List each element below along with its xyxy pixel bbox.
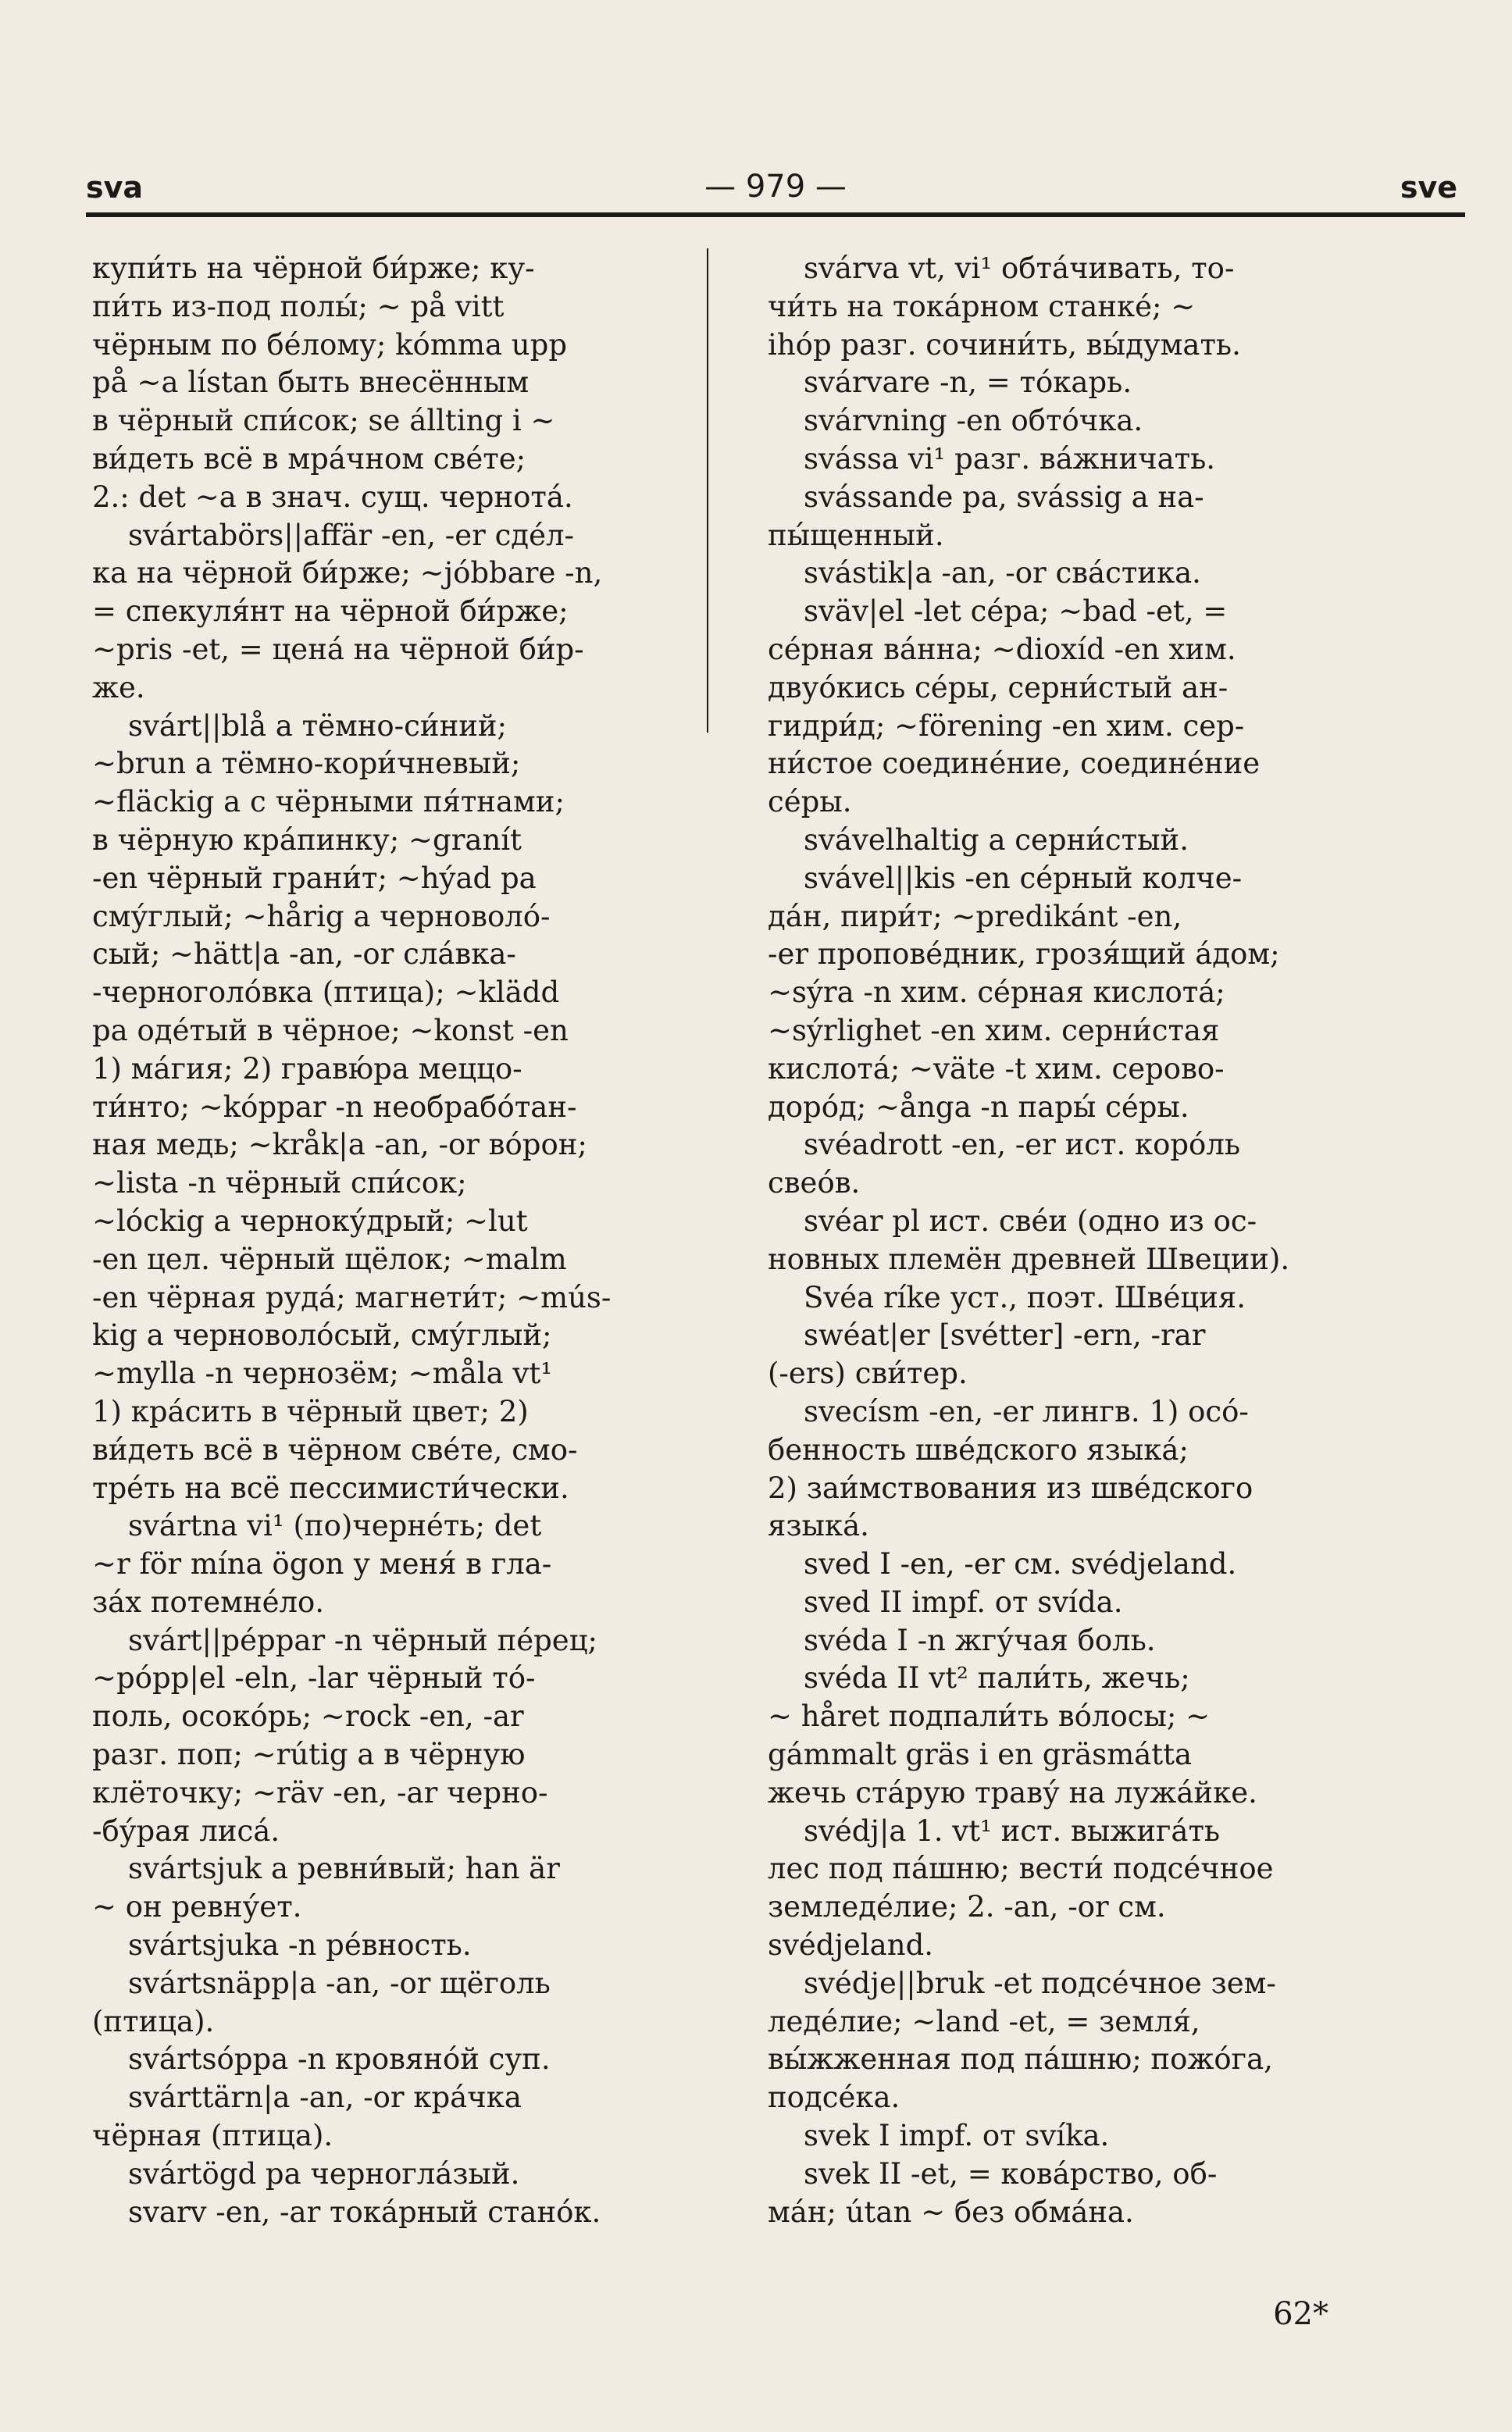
text-line: новных племён древней Швеции). bbox=[768, 1242, 1290, 1276]
text-line: svarv -en, -ar тока́рный стано́к. bbox=[128, 2195, 601, 2229]
text-line: svárttärn|a -an, -or кра́чка bbox=[128, 2081, 522, 2115]
text-line: 1) ма́гия; 2) гравю́ра меццо- bbox=[92, 1051, 522, 1086]
signature-mark: 62* bbox=[1273, 2296, 1328, 2332]
text-line: svéda I -n жгу́чая боль. bbox=[804, 1623, 1156, 1657]
text-line: svávelhaltig a серни́стый. bbox=[804, 822, 1189, 857]
text-line: sved II impf. от svída. bbox=[804, 1585, 1123, 1619]
text-line: svártsjuka -n ре́вность. bbox=[128, 1928, 472, 1963]
text-line: 2.: det ~a в знач. сущ. чернота́. bbox=[92, 480, 573, 514]
text-line: 2) заи́мствования из шве́дского bbox=[768, 1471, 1253, 1505]
text-line: svártögd pa черногла́зый. bbox=[128, 2156, 520, 2191]
text-line: леде́лие; ~land -et, = земля́, bbox=[768, 2004, 1200, 2038]
text-line: чи́ть на тока́рном станке́; ~ bbox=[768, 289, 1196, 323]
text-line: svárt||blå a тёмно-си́ний; bbox=[128, 708, 508, 743]
text-line: svárvare -n, = то́карь. bbox=[804, 366, 1132, 400]
left-column bbox=[92, 250, 698, 2231]
text-line: ~lista -n чёрный спи́сок; bbox=[92, 1166, 467, 1200]
text-line: чёрным по бе́лому; kómma upp bbox=[92, 327, 568, 362]
text-line: svárvning -en обто́чка. bbox=[804, 404, 1143, 438]
header-rule bbox=[86, 212, 1465, 217]
text-line: в чёрный спи́сок; se állting i ~ bbox=[92, 404, 555, 438]
text-line: ~sýrlighet -en хим. серни́стая bbox=[768, 1013, 1220, 1047]
text-line: pa оде́тый в чёрное; ~konst -en bbox=[92, 1013, 569, 1047]
text-line: ~r för mína ögon у меня́ в гла- bbox=[92, 1547, 552, 1582]
text-line: svéda II vt² пали́ть, жечь; bbox=[804, 1661, 1190, 1696]
text-line: гидри́д; ~förening -en хим. сер- bbox=[768, 708, 1245, 743]
text-line: ма́н; útan ~ без обма́на. bbox=[768, 2195, 1134, 2229]
text-line: кислота́; ~väte -t хим. серово- bbox=[768, 1051, 1225, 1086]
text-line: svárt||péppar -n чёрный пе́рец; bbox=[128, 1623, 597, 1657]
text-line: доро́д; ~ånga -n пары́ се́ры. bbox=[768, 1089, 1189, 1124]
text-line: svável||kis -en се́рный колче- bbox=[804, 861, 1243, 895]
text-line: svássa vi¹ разг. ва́жничать. bbox=[804, 441, 1216, 476]
text-line: купи́ть на чёрной би́рже; ку- bbox=[92, 251, 535, 285]
text-line: ти́нто; ~kóppar -n необрабо́тан- bbox=[92, 1089, 577, 1124]
page-header bbox=[86, 164, 1465, 219]
text-line: ви́деть всё в мра́чном све́те; bbox=[92, 441, 526, 476]
text-line: swéat|er [svétter] -ern, -rar bbox=[804, 1318, 1206, 1353]
text-line: ви́деть всё в чёрном све́те, смо- bbox=[92, 1432, 578, 1467]
text-line: двуо́кись се́ры, серни́стый ан- bbox=[768, 670, 1228, 704]
text-line: på ~a lístan быть внесённым bbox=[92, 366, 530, 400]
text-line: svek II -et, = кова́рство, об- bbox=[804, 2156, 1218, 2191]
text-line: 1) кра́сить в чёрный цвет; 2) bbox=[92, 1394, 529, 1428]
text-line: kig a черноволо́сый, сму́глый; bbox=[92, 1318, 552, 1353]
text-line: svártna vi¹ (по)черне́ть; det bbox=[128, 1509, 542, 1543]
text-line: svástik|a -an, -or сва́стика. bbox=[804, 556, 1201, 590]
text-line: svártsnäpp|a -an, -or щёголь bbox=[128, 1966, 551, 2000]
text-line: sved I -en, -er см. svédjeland. bbox=[804, 1547, 1237, 1582]
text-line: (-ers) сви́тер. bbox=[768, 1357, 968, 1391]
text-line: жечь ста́рую траву́ на лужа́йке. bbox=[768, 1775, 1257, 1810]
text-line: Svéa ríke уст., поэт. Шве́ция. bbox=[804, 1280, 1246, 1314]
text-line: ihóp разг. сочини́ть, вы́думать. bbox=[768, 327, 1241, 362]
text-line: svárva vt, vi¹ обта́чивать, то- bbox=[804, 251, 1235, 285]
text-line: чёрная (птица). bbox=[92, 2119, 333, 2153]
text-line: svéar pl ист. све́и (одно из ос- bbox=[804, 1204, 1257, 1238]
text-line: сый; ~hätt|a -an, -or сла́вка- bbox=[92, 937, 516, 972]
text-line: разг. поп; ~rútig a в чёрную bbox=[92, 1738, 526, 1772]
header-left-guideword: sva bbox=[86, 170, 144, 205]
text-line: -черноголо́вка (птица); ~klädd bbox=[92, 975, 560, 1010]
text-line: (птица). bbox=[92, 2004, 215, 2038]
text-line: svártabörs||affär -en, -er сде́л- bbox=[128, 518, 574, 552]
text-line: да́н, пири́т; ~predikánt -en, bbox=[768, 899, 1182, 933]
text-line: клёточку; ~räv -en, -ar черно- bbox=[92, 1775, 548, 1810]
text-line: ни́стое соедине́ние, соедине́ние bbox=[768, 747, 1261, 781]
text-line: svéadrott -en, -er ист. коро́ль bbox=[804, 1128, 1240, 1162]
page-number: — 979 — bbox=[704, 169, 847, 205]
text-line: sväv|el -let се́ра; ~bad -et, = bbox=[804, 594, 1228, 629]
text-line: се́ры. bbox=[768, 785, 852, 819]
text-line: ~pris -et, = цена́ на чёрной би́р- bbox=[92, 632, 584, 666]
text-line: svek I impf. от svíka. bbox=[804, 2119, 1110, 2153]
text-line: поль, осоко́рь; ~rock -en, -ar bbox=[92, 1699, 524, 1734]
text-line: сму́глый; ~hårig a черноволо́- bbox=[92, 899, 551, 933]
text-line: svártsjuk a ревни́вый; han är bbox=[128, 1852, 560, 1886]
text-line: ~fläckig a с чёрными пя́тнами; bbox=[92, 785, 565, 819]
text-line: земледе́лие; 2. -an, -or см. bbox=[768, 1890, 1166, 1924]
text-line: за́х потемне́ло. bbox=[92, 1585, 325, 1619]
text-line: ~pópp|el -eln, -lar чёрный то́- bbox=[92, 1661, 536, 1696]
text-line: ка на чёрной би́рже; ~jóbbare -n, bbox=[92, 556, 603, 590]
text-line: = спекуля́нт на чёрной би́рже; bbox=[92, 594, 569, 629]
text-line: ная медь; ~kråk|a -an, -or во́рон; bbox=[92, 1128, 587, 1162]
text-line: -er пропове́дник, грозя́щий а́дом; bbox=[768, 937, 1280, 972]
text-line: тре́ть на всё пессимисти́чески. bbox=[92, 1471, 569, 1505]
text-line: подсе́ка. bbox=[768, 2081, 900, 2115]
text-line: ~ он ревну́ет. bbox=[92, 1890, 302, 1924]
text-line: svédjeland. bbox=[768, 1928, 934, 1963]
text-line: вы́жженная под па́шню; пожо́га, bbox=[768, 2042, 1273, 2077]
text-line: ~sýra -n хим. се́рная кислота́; bbox=[768, 975, 1225, 1010]
text-line: бенность шве́дского языка́; bbox=[768, 1432, 1189, 1467]
text-line: -бу́рая лиса́. bbox=[92, 1813, 280, 1848]
text-line: пы́щенный. bbox=[768, 518, 944, 552]
right-column bbox=[768, 250, 1332, 2231]
text-line: же. bbox=[92, 670, 145, 704]
text-line: svártsóppa -n кровяно́й суп. bbox=[128, 2042, 551, 2077]
text-line: ~ håret подпали́ть во́лосы; ~ bbox=[768, 1699, 1211, 1734]
text-line: се́рная ва́нна; ~dioxíd -en хим. bbox=[768, 632, 1236, 666]
text-line: -en чёрный грани́т; ~hýad pa bbox=[92, 861, 537, 895]
text-line: ~brun a тёмно-кори́чневый; bbox=[92, 747, 521, 781]
text-line: svássande pa, svássig a на- bbox=[804, 480, 1204, 514]
text-line: лес под па́шню; вести́ подсе́чное bbox=[768, 1852, 1274, 1886]
text-line: в чёрную кра́пинку; ~granít bbox=[92, 822, 522, 857]
text-line: ~mylla -n чернозём; ~måla vt¹ bbox=[92, 1357, 553, 1391]
header-right-guideword: sve bbox=[1400, 170, 1457, 205]
text-line: svédje||bruk -et подсе́чное зем- bbox=[804, 1966, 1276, 2000]
text-line: ~lóckig a черноку́дрый; ~lut bbox=[92, 1204, 528, 1238]
text-line: svecísm -en, -er лингв. 1) осо́- bbox=[804, 1394, 1249, 1428]
text-line: языка́. bbox=[768, 1509, 869, 1543]
text-line: -en цел. чёрный щёлок; ~malm bbox=[92, 1242, 567, 1276]
text-line: gámmalt gräs i en gräsmátta bbox=[768, 1738, 1193, 1772]
column-divider bbox=[707, 248, 708, 733]
text-line: свео́в. bbox=[768, 1166, 861, 1200]
text-line: svédj|a 1. vt¹ ист. выжига́ть bbox=[804, 1813, 1221, 1848]
text-line: пи́ть из-под полы́; ~ på vitt bbox=[92, 289, 505, 323]
text-line: -en чёрная руда́; магнети́т; ~mús- bbox=[92, 1280, 612, 1314]
